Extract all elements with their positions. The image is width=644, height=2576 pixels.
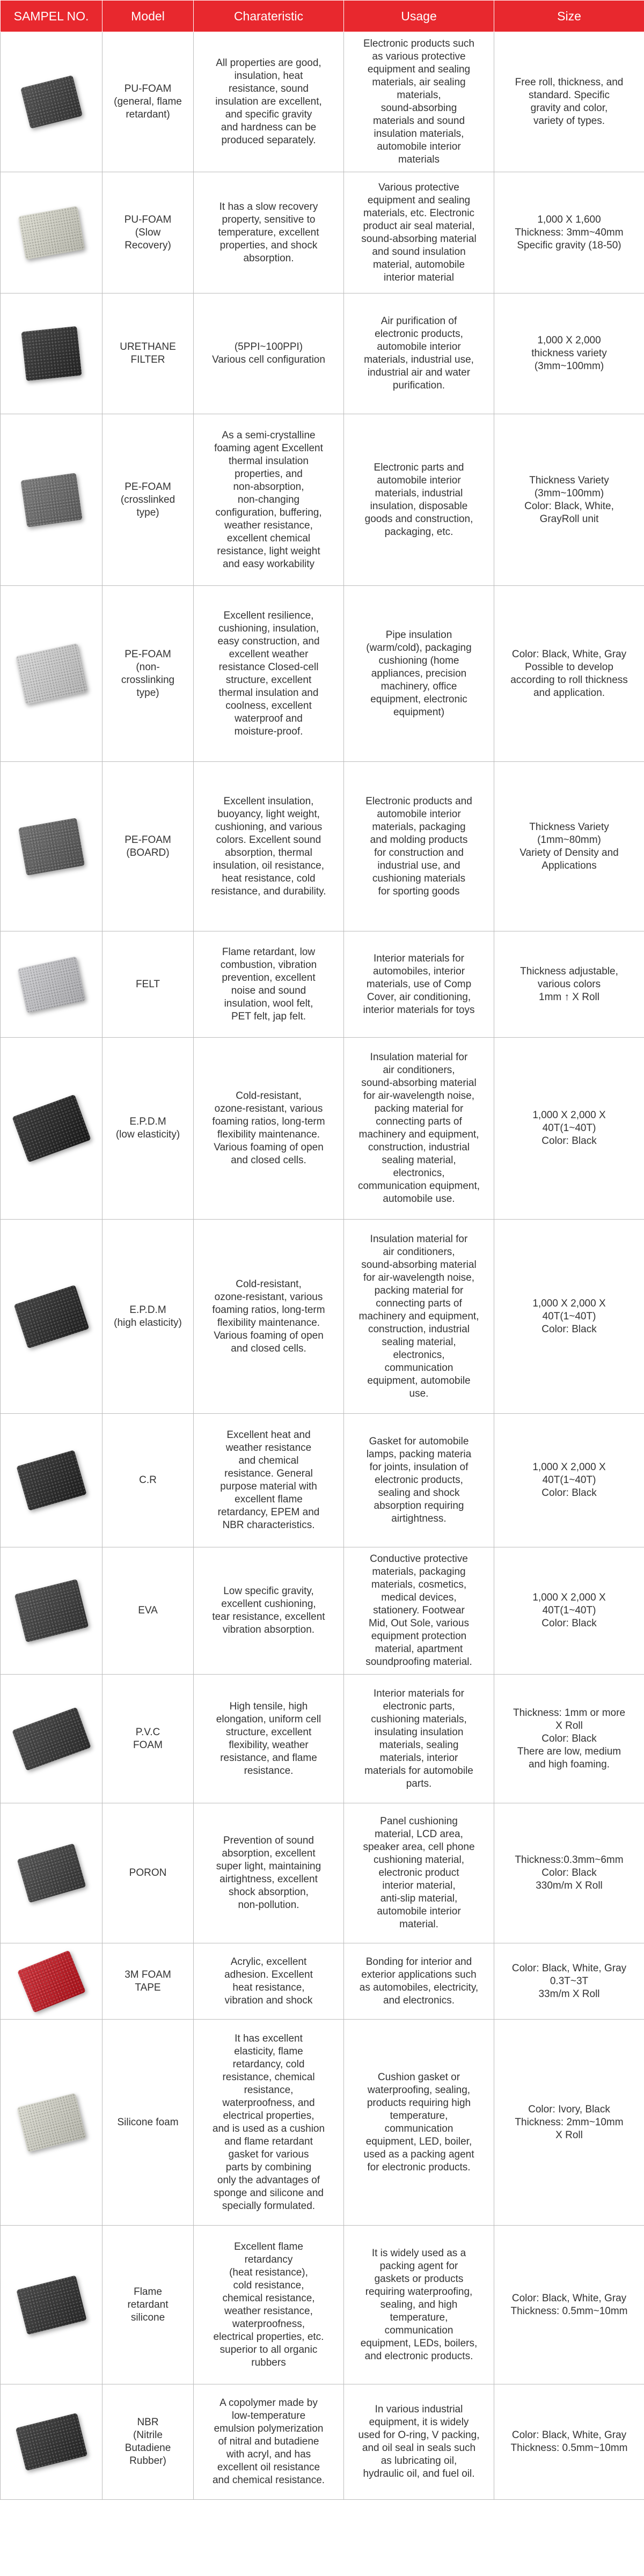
cell-size-text: Thickness Variety (3mm~100mm) Color: Black, White, GrayRoll unit — [524, 474, 614, 525]
cell-size — [494, 1414, 644, 1547]
cell-size — [494, 1220, 644, 1414]
cell-model-text: PE-FOAM (non- crosslinking type) — [121, 648, 175, 699]
cell-characteristic-text: Excellent heat and weather resistance and chemical resistance. General purpose material with excellent flame retardancy, EPEM and NBR characteristics. — [217, 1429, 320, 1531]
cell-model-text: FELT — [135, 978, 160, 990]
cell-characteristic-text: It has a slow recovery property, sensitive to temperature, excellent properties, and shock absorption. — [218, 201, 319, 264]
cell-size — [494, 931, 644, 1038]
sample-image — [15, 2413, 87, 2471]
cell-size-text: Thickness Variety (1mm~80mm) Variety of Density and Applications — [519, 821, 619, 871]
cell-characteristic — [194, 2384, 344, 2500]
cell-model-text: 3M FOAM TAPE — [125, 1969, 171, 1993]
cell-size-text: 1,000 X 2,000 X 40T(1~40T) Color: Black — [532, 1110, 606, 1147]
sample-image-cell — [1, 414, 103, 586]
cell-model — [103, 2384, 194, 2500]
table-row — [1, 931, 644, 1038]
sample-image-cell — [1, 1414, 103, 1547]
header-model: Model — [103, 1, 194, 32]
cell-usage — [344, 2226, 494, 2384]
cell-usage-text: Electronic products and automobile interior materials, packaging and molding products for construction and industrial use, and cushioning materials for sporting goods — [365, 795, 472, 897]
cell-characteristic-text: Prevention of sound absorption, excellent super light, maintaining airtightness, excellent shock absorption, non-pollution. — [216, 1835, 321, 1911]
table-row — [1, 1220, 644, 1414]
cell-model-text: URETHANE FILTER — [120, 341, 176, 365]
cell-usage-text: Electronic parts and automobile interior materials, industrial insulation, disposable goods and construction, packaging, etc. — [364, 461, 473, 538]
cell-characteristic-text: Acrylic, excellent adhesion. Excellent heat resistance, vibration and shock — [224, 1956, 313, 2006]
cell-model-text: PU-FOAM (general, flame retardant) — [114, 83, 182, 120]
sample-image — [17, 956, 85, 1012]
cell-model-text: Flame retardant silicone — [127, 2286, 169, 2323]
table-row — [1, 2020, 644, 2226]
cell-size-text: Color: Black, White, Gray 0.3T~3T 33m/m X Roll — [511, 1962, 627, 2000]
cell-model-text: PORON — [129, 1867, 167, 1878]
sample-image-cell — [1, 1675, 103, 1803]
cell-usage — [344, 1803, 494, 1943]
cell-model-text: E.P.D.M (low elasticity) — [115, 1116, 180, 1140]
cell-size — [494, 2020, 644, 2226]
cell-usage — [344, 32, 494, 172]
sample-image — [20, 75, 83, 129]
sample-image — [16, 2275, 86, 2335]
cell-characteristic — [194, 293, 344, 414]
sample-image-cell — [1, 2020, 103, 2226]
cell-usage-text: Various protective equipment and sealing materials, etc. Electronic product air seal material, sound-absorbing material and sound insulation material, automobile interior material — [361, 181, 477, 283]
sample-image — [15, 643, 87, 704]
cell-usage-text: Panel cushioning material, LCD area, speaker area, cell phone cushioning material, electronic product interior material, anti-slip material, automobile interior material. — [363, 1816, 475, 1930]
cell-usage-text: Cushion gasket or waterproofing, sealing, products requiring high temperature, communication equipment, LED, boiler, used as a packing agent for electronic products. — [363, 2071, 474, 2173]
sample-image — [17, 1843, 86, 1903]
cell-model-text: PU-FOAM (Slow Recovery) — [124, 214, 172, 251]
table-row — [1, 1943, 644, 2020]
cell-model-text: E.P.D.M (high elasticity) — [114, 1304, 182, 1329]
cell-size-text: 1,000 X 2,000 X 40T(1~40T) Color: Black — [532, 1297, 606, 1335]
cell-model — [103, 1547, 194, 1675]
sample-image-cell — [1, 586, 103, 762]
sample-image — [21, 326, 82, 381]
cell-usage-text: It is widely used as a packing agent for gaskets or products requiring waterproofing, sealing, and high temperature, communication equipment, LEDs, boilers, and electronic products. — [360, 2247, 478, 2362]
cell-characteristic — [194, 1220, 344, 1414]
sample-image — [17, 2093, 86, 2152]
cell-characteristic-text: (5PPI~100PPI) Various cell configuration — [212, 341, 325, 365]
sample-image — [12, 1095, 91, 1163]
cell-size — [494, 414, 644, 586]
header-size: Size — [494, 1, 644, 32]
cell-characteristic — [194, 414, 344, 586]
cell-usage-text: Interior materials for electronic parts, cushioning materials, insulating insulation materials, sealing materials, interior materials for automobile parts. — [364, 1687, 473, 1789]
cell-characteristic-text: Excellent flame retardancy (heat resistance), cold resistance, chemical resistance, weather resistance, waterproofness, electrical properties, etc. superior to all organic rubbers — [213, 2241, 324, 2368]
cell-characteristic — [194, 931, 344, 1038]
cell-characteristic — [194, 586, 344, 762]
cell-model — [103, 1675, 194, 1803]
cell-characteristic-text: All properties are good, insulation, heat resistance, sound insulation are excellent, and specific gravity and hardness can be produced separately. — [215, 57, 322, 146]
sample-image — [12, 1707, 91, 1771]
sample-image-cell — [1, 32, 103, 172]
cell-size-text: Free roll, thickness, and standard. Specific gravity and color, variety of types. — [515, 77, 624, 127]
cell-size — [494, 172, 644, 293]
cell-characteristic-text: As a semi-crystalline foaming agent Excellent thermal insulation properties, and non-absorption, non-changing configuration, buffering, weather resistance, excellent chemical resistance, light weight and easy workability — [214, 429, 323, 570]
header-characteristic: Charateristic — [194, 1, 344, 32]
cell-characteristic — [194, 2020, 344, 2226]
cell-characteristic-text: Excellent insulation, buoyancy, light weight, cushioning, and various colors. Excellent sound absorption, thermal insulation, oil resistance, heat resistance, cold resistance, and durability. — [211, 795, 326, 897]
cell-size-text: 1,000 X 2,000 X 40T(1~40T) Color: Black — [532, 1592, 606, 1629]
cell-model-text: PE-FOAM (crosslinked type) — [120, 481, 175, 518]
sample-image-cell — [1, 172, 103, 293]
cell-usage-text: Electronic products such as various protective equipment and sealing materials, air sealing materials, sound-absorbing materials and sound insulation materials, automobile interior materials — [363, 38, 474, 165]
sample-image — [18, 206, 85, 259]
sample-image-cell — [1, 1803, 103, 1943]
cell-characteristic — [194, 172, 344, 293]
cell-model — [103, 293, 194, 414]
cell-characteristic-text: Cold-resistant, ozone-resistant, various foaming ratios, long-term flexibility maintenance. Various foaming of open and closed cells. — [212, 1278, 325, 1354]
table-row — [1, 1038, 644, 1220]
cell-characteristic — [194, 762, 344, 931]
cell-size-text: Thickness: 1mm or more X Roll Color: Black There are low, medium and high foaming. — [513, 1707, 626, 1770]
cell-size — [494, 2384, 644, 2500]
cell-usage-text: Pipe insulation (warm/cold), packaging cushioning (home appliances, precision machinery, office equipment, electronic equipment) — [366, 629, 472, 718]
sample-image — [14, 1579, 89, 1642]
cell-size-text: Thickness adjustable, various colors 1mm ↑ X Roll — [520, 965, 618, 1003]
cell-model — [103, 1414, 194, 1547]
cell-model — [103, 1038, 194, 1220]
sample-image — [17, 1950, 86, 2013]
table-row — [1, 1547, 644, 1675]
sample-image — [13, 1285, 89, 1348]
table-body — [1, 32, 644, 2500]
cell-characteristic — [194, 32, 344, 172]
cell-model — [103, 931, 194, 1038]
cell-size-text: Color: Black, White, Gray Thickness: 0.5mm~10mm — [510, 2292, 628, 2317]
cell-usage-text: Insulation material for air conditioners, sound-absorbing material for air-wavelength noise, packing material for connecting parts of machinery and equipment, construction, industrial sealing material, electronics, communication equipment, automobile use. — [358, 1233, 479, 1399]
cell-usage — [344, 931, 494, 1038]
cell-characteristic — [194, 1038, 344, 1220]
cell-size — [494, 762, 644, 931]
cell-size-text: 1,000 X 1,600 Thickness: 3mm~40mm Specific gravity (18-50) — [515, 214, 624, 251]
cell-size-text: 1,000 X 2,000 X 40T(1~40T) Color: Black — [532, 1462, 606, 1499]
cell-model-text: NBR (Nitrile Butadiene Rubber) — [125, 2417, 171, 2467]
header-sample-no: SAMPEL NO. — [1, 1, 103, 32]
cell-usage — [344, 1675, 494, 1803]
header-usage: Usage — [344, 1, 494, 32]
cell-size — [494, 1943, 644, 2020]
cell-usage — [344, 2020, 494, 2226]
cell-usage-text: Bonding for interior and exterior applications such as automobiles, electricity, and electronics. — [359, 1956, 479, 2006]
cell-model-text: EVA — [138, 1605, 158, 1616]
cell-usage — [344, 1038, 494, 1220]
sample-image-cell — [1, 931, 103, 1038]
cell-characteristic — [194, 1803, 344, 1943]
cell-usage — [344, 414, 494, 586]
table-header-row — [1, 1, 644, 32]
cell-size — [494, 1675, 644, 1803]
cell-usage — [344, 1547, 494, 1675]
cell-characteristic-text: Cold-resistant, ozone-resistant, various foaming ratios, long-term flexibility maintenance. Various foaming of open and closed cells. — [212, 1090, 325, 1166]
cell-size-text: Color: Ivory, Black Thickness: 2mm~10mm X Roll — [515, 2103, 624, 2141]
sample-image-cell — [1, 1220, 103, 1414]
cell-model — [103, 762, 194, 931]
cell-size — [494, 2226, 644, 2384]
table-row — [1, 32, 644, 172]
cell-model — [103, 1803, 194, 1943]
cell-usage-text: Conductive protective materials, packaging materials, cosmetics, medical devices, stationery. Footwear Mid, Out Sole, various equipment protection material, apartment soundproofing material. — [365, 1553, 472, 1668]
cell-model-text: PE-FOAM (BOARD) — [125, 834, 171, 858]
cell-size-text: Color: Black, White, Gray Possible to develop according to roll thickness and application. — [510, 648, 628, 699]
cell-model — [103, 1943, 194, 2020]
cell-characteristic — [194, 1943, 344, 2020]
cell-usage — [344, 2384, 494, 2500]
sample-image-cell — [1, 1547, 103, 1675]
table-row — [1, 172, 644, 293]
table-row — [1, 762, 644, 931]
table-row — [1, 586, 644, 762]
cell-characteristic-text: Flame retardant, low combustion, vibration prevention, excellent noise and sound insulation, wool felt, PET felt, jap felt. — [220, 946, 317, 1022]
table-row — [1, 1675, 644, 1803]
cell-usage-text: Insulation material for air conditioners, sound-absorbing material for air-wavelength noise, packing material for connecting parts of machinery and equipment, construction, industrial sealing material, electronics, communication equipment, automobile use. — [357, 1052, 480, 1205]
cell-size — [494, 32, 644, 172]
cell-model-text: C.R — [139, 1474, 157, 1486]
table-row — [1, 2384, 644, 2500]
table-row — [1, 293, 644, 414]
cell-model — [103, 32, 194, 172]
cell-usage — [344, 172, 494, 293]
cell-model-text: Silicone foam — [117, 2116, 179, 2128]
cell-usage-text: Gasket for automobile lamps, packing materia for joints, insulation of electronic products, sealing and shock absorption requiring airtightness. — [366, 1436, 472, 1524]
cell-characteristic-text: Excellent resilience, cushioning, insulation, easy construction, and excellent weather resistance Closed-cell structure, excellent thermal insulation and coolness, excellent waterproof and moisture-proof. — [217, 610, 320, 737]
cell-usage-text: In various industrial equipment, it is widely used for O-ring, V packing, and oil seal in seals such as lubricating oil, hydraulic oil, and fuel oil. — [358, 2404, 480, 2479]
cell-characteristic-text: High tensile, high elongation, uniform cell structure, excellent flexibility, weather resistance, and flame resistance. — [216, 1700, 321, 1777]
cell-usage — [344, 586, 494, 762]
cell-characteristic-text: It has excellent elasticity, flame retardancy, cold resistance, chemical resistance, waterproofness, and electrical properties, and is used as a cushion and flame retardant gasket for various parts by combining only the advantages of sponge and silicone and specially formulated. — [212, 2032, 325, 2212]
cell-size — [494, 1038, 644, 1220]
sample-image — [18, 818, 85, 876]
cell-model — [103, 2020, 194, 2226]
cell-usage — [344, 1943, 494, 2020]
cell-characteristic — [194, 1675, 344, 1803]
sample-image-cell — [1, 293, 103, 414]
sample-image-cell — [1, 1943, 103, 2020]
table-row — [1, 414, 644, 586]
cell-usage — [344, 1220, 494, 1414]
cell-usage — [344, 762, 494, 931]
cell-size — [494, 1803, 644, 1943]
cell-size — [494, 293, 644, 414]
cell-model — [103, 586, 194, 762]
sample-image-cell — [1, 2384, 103, 2500]
cell-size-text: 1,000 X 2,000 thickness variety (3mm~100mm) — [531, 335, 607, 372]
cell-size-text: Color: Black, White, Gray Thickness: 0.5mm~10mm — [510, 2430, 628, 2454]
table-row — [1, 2226, 644, 2384]
cell-characteristic-text: Low specific gravity, excellent cushioning, tear resistance, excellent vibration absorption. — [212, 1586, 325, 1635]
cell-model — [103, 1220, 194, 1414]
cell-model — [103, 2226, 194, 2384]
sample-image — [16, 1450, 86, 1511]
sample-image-cell — [1, 762, 103, 931]
cell-characteristic — [194, 1414, 344, 1547]
table-row — [1, 1414, 644, 1547]
cell-usage-text: Interior materials for automobiles, interior materials, use of Comp Cover, air conditioning, interior materials for toys — [363, 952, 475, 1016]
table-row — [1, 1803, 644, 1943]
cell-model — [103, 172, 194, 293]
sample-image — [20, 473, 82, 527]
cell-usage — [344, 1414, 494, 1547]
cell-characteristic — [194, 2226, 344, 2384]
cell-model — [103, 414, 194, 586]
cell-usage-text: Air purification of electronic products, automobile interior materials, industrial use, industrial air and water purification. — [364, 315, 474, 391]
sample-image-cell — [1, 2226, 103, 2384]
cell-size — [494, 1547, 644, 1675]
cell-usage — [344, 293, 494, 414]
cell-characteristic-text: A copolymer made by low-temperature emulsion polymerization of nitral and butadiene with acryl, and has excellent oil resistance and chemical resistance. — [212, 2397, 325, 2486]
cell-characteristic — [194, 1547, 344, 1675]
sample-image-cell — [1, 1038, 103, 1220]
cell-size-text: Thickness:0.3mm~6mm Color: Black 330m/m X Roll — [515, 1854, 624, 1891]
cell-size — [494, 586, 644, 762]
cell-model-text: P.V.C FOAM — [133, 1726, 163, 1751]
